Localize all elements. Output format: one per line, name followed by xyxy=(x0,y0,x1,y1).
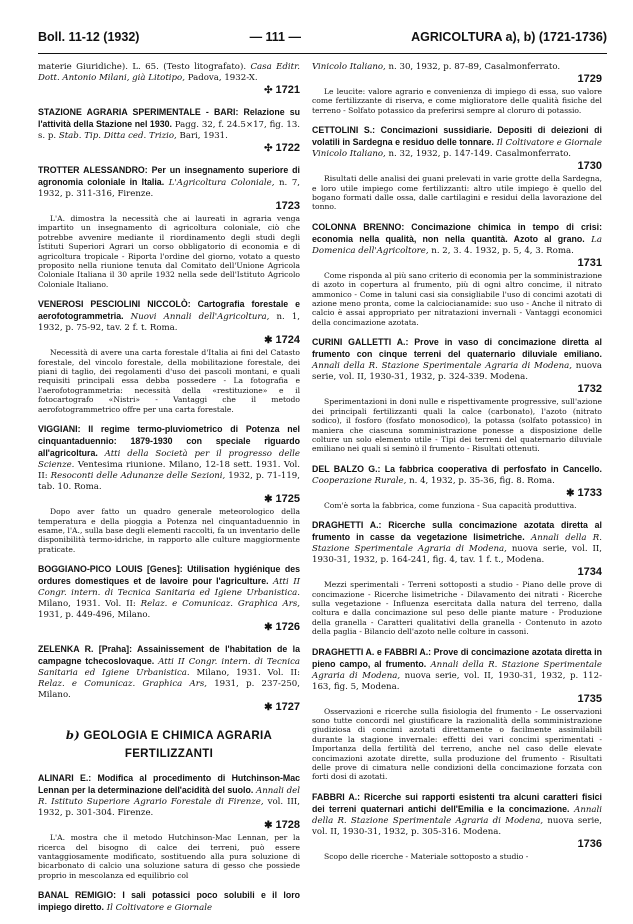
entry-number: 1723 xyxy=(275,200,300,212)
entry-number: 1731 xyxy=(577,256,602,269)
entry-abstract: Risultati delle analisi dei guani prelevati in varie grotte della Sardegna, e loro utile impiego come fertilizzanti: altro utile impiego è quello del bogano formati dalle ossa, dalle cartilagini e residui della lavorazione del tonno. xyxy=(312,174,602,212)
header-rule xyxy=(38,53,607,54)
entry-abstract: Osservazioni e ricerche sulla fisiologia del frumento - Le osservazioni sono tutte concordi nel giustificare la razionalità della somministrazione giudiziosa di concimi azotati direttamente o facilmente assimilabili durante la stagione invernale: effetti dei vari concimi sperimentati - Importanza della fertilità del terreno, anche nel caso delle elevate concimazioni azotate dirette, sulla produzione del frumento - Risultati delle prove di cimatura nelle condizioni della concimazione forzata con forti dosi di azotati. xyxy=(312,706,602,782)
entry-number: 1736 xyxy=(577,837,602,850)
entry-abstract: L'A. mostra che il metodo Hutchinson-Mac Lennan, per la ricerca del bisogno di calce dei terreni, può essere vantaggiosamente modificato, sostituendo alla pura soluzione di bicarbonato di calcio una soluzione satura di gesso che possiede proprio in mescolanza ed equilibrio col xyxy=(38,833,300,880)
entry-1735: DRAGHETTI A. e FABBRI A.: Prove di concimazione azotata diretta in pieno campo, al frumento. Annali della R. Stazione Sperimentale Agraria di Modena, nuova serie, vol. II, 1930-31, 1932, p. 112-163, fig. 5, Modena. 1735 Osservazioni e ricerche sulla fisiologia del frumento - Le osservazioni sono tutte concordi nel giustificare la razionalità della somministrazione giudiziosa di concimi azotati direttamente o facilmente assimilabili durante la stagione invernale: effetti dei vari concimi sperimentati - Importanza della fertilità del terreno, anche nel caso delle elevate concimazioni azotate dirette, sulla produzione del frumento - Risultati delle prove di cimatura nelle condizioni della concimazione forzata con forti dosi di azotati. xyxy=(312,646,602,782)
entry-number: ✣ 1722 xyxy=(264,142,300,154)
entry-1736: FABBRI A.: Ricerche sui rapporti esistenti tra alcuni caratteri fisici dei terreni quaternari antichi dell'Emilia e la concimazione. Annali della R. Stazione Sperimentale Agraria di Modena, nuova serie, vol. II, 1930-31, 1932, p. 305-316. Modena. 1736 Scopo delle ricerche - Materiale sottoposto a studio - xyxy=(312,791,603,861)
entry-number: 1732 xyxy=(577,383,602,396)
entry-1726: BOGGIANO-PICO LOUIS [Genes]: Utilisation hygiénique des ordures domestiques et de lavoire pour l'agriculture. Atti II Congr. intern. di Tecnica Sanitaria ed Igiene Urbanistica. Milano, 1931. Vol. II: Relaz. e Comunicaz. Graphica Ars, 1931, p. 449-496, Milano. ✱ 1726 xyxy=(38,564,301,634)
entry-1733: DEL BALZO G.: La fabbrica cooperativa di perfosfato in Cancello. Cooperazione Rurale, n. 4, 1932, p. 35-36, fig. 8. Roma. ✱ 1733 Com'è sorta la fabbrica, come funziona - Sua capacità produttiva. xyxy=(312,463,602,510)
entry-1728: ALINARI E.: Modifica al procedimento di Hutchinson-Mac Lennan per la determinazione dell'acidità del suolo. Annali del R. Istituto Superiore Agrario Forestale di Firenze, vol. III, 1932, p. 301-304. Firenze. ✱ 1728 L'A. mostra che il metodo Hutchinson-Mac Lennan, per la ricerca del bisogno di calce dei terreni, può essere vantaggiosamente modificato, sostituendo alla pura soluzione di bicarbonato di calcio una soluzione satura di gesso che possiede proprio in mescolanza ed equilibrio col xyxy=(38,773,301,880)
entry-1722: STAZIONE AGRARIA SPERIMENTALE - BARI: Relazione su l'attività della Stazione nel 1930. Pagg. 32, f. 24.5×17, fig. 13. s. p. Stab. Tip. Ditta ced. Trizio, Bari, 1931. ✣ 1722 xyxy=(38,107,301,154)
entry-number: 1734 xyxy=(577,566,602,579)
entry-number: ✱ 1733 xyxy=(566,486,602,499)
entry-1724: VENEROSI PESCIOLINI NICCOLÒ: Cartografia forestale e aerofotogrammetria. Nuovi Annali dell'Agricoltura, n. 1, 1932, p. 75-92, tav. 2 f. t. Roma. ✱ 1724 Necessità di avere una carta forestale d'Italia ai fini del Catasto forestale, del vincolo forestale, della mobilitazione forestale, dei piani di taglio, dei regolamenti d'uso dei pascoli montani, e quali requisiti principali essa debba possedere - La fotografia e l'aerofotogrammetria: necessità della «restituzione» e il fotocartografo «Nistri» - Vantaggi che il metodo aerofotogrammetrico offre per una carta forestale. xyxy=(38,299,301,414)
entry-1727: ZELENKA R. [Praha]: Assainissement de l'habitation de la campagne tchecoslovaque. Atti II Congr. intern. di Tecnica Sanitaria ed Igiene Urbanistica. Milano, 1931. Vol. II: Relaz. e Comunicaz. Graphica Ars, 1931, p. 237-250, Milano. ✱ 1727 xyxy=(38,644,301,714)
header-page-number: — 111 — xyxy=(249,30,301,44)
entry-1730: CETTOLINI S.: Concimazioni sussidiarie. Depositi di deiezioni di volatili in Sardegna e residuo delle tonnare. Il Coltivatore e Giornale Vinicolo Italiano, n. 32, 1932, p. 147-149. Casalmonferrato. 1730 Risultati delle analisi dei guani prelevati in varie grotte della Sardegna, e loro utile impiego come fertilizzanti: altro utile impiego è quello del bogano formati dalle ossa, dalle cartilagini e residui della lavorazione del tonno. xyxy=(312,125,602,212)
entry-number: ✱ 1728 xyxy=(264,819,300,832)
entry-abstract: Come risponda al più sano criterio di economia per la somministrazione di azoto in copertura al frumento, più di ogni altro concime, il nitrato ammonico - Come in taluni casi sia consigliabile l'uso di concimi azotati di azione meno pronta, come la calciocianamide: suo uso - Anche il nitrato di calcio è assai appropriato per nitratazioni invernali - Vantaggi economici della concimazione azotata. xyxy=(312,270,602,327)
entry-number: 1730 xyxy=(577,160,602,173)
entry-1725: VIGGIANI: Il regime termo-pluviometrico di Potenza nel cinquantaduennio: 1879-1930 con speciale riguardo all'agricoltura. Atti della Società per il progresso delle Scienze. Ventesima riunione. Milano, 12-18 sett. 1931. Vol. II: Resoconti delle Adunanze delle Sezioni, 1932, p. 71-119, tab. 10. Roma. ✱ 1725 Dopo aver fatto un quadro generale meteorologico della temperatura e della pioggia a Potenza nel cinquantaduennio in esame, l'A., sulla base degli elementi raccolti, fa un inventario delle disponibilità termo-idriche, in rapporto alle culture maggiormente praticate. xyxy=(38,424,301,554)
entry-number: ✱ 1724 xyxy=(264,334,300,347)
entry-number: 1735 xyxy=(577,692,602,705)
entry-number: ✣ 1721 xyxy=(264,84,300,96)
entry-banal: BANAL REMIGIO: I sali potassici poco solubili e il loro impiego diretto. Il Coltivatore e Giornale xyxy=(38,890,300,914)
right-column xyxy=(312,62,602,871)
entry-abstract: L'A. dimostra la necessità che ai laureati in agraria venga impartito un insegnamento di agricoltura coloniale, ciò che potrebbe avvenire mediante il riordinamento degli studi degli Istituti Superiori Agrari un corso obbligatorio di economia e di agricoltura tropicale - Riporta l'ordine del giorno, votato a questo proposito nella riunione tenuta dal Comitato dell'Unione Agricola Coloniale Italiana il 30 aprile 1932 nella sede dell'Istituto Agricolo Coloniale Italiano. xyxy=(38,214,300,289)
section-title: b) GEOLOGIA E CHIMICA AGRARIA FERTILIZZANTI xyxy=(65,728,273,761)
entry-abstract: Sperimentazioni in doni nulle e rispettivamente progressive, sull'azione dei principali fertilizzanti quali la calce (carbonato), l'azoto (nitrato sodico), il fosforo (fosfato monosodico), la potassa (solfato potassico) in maniera che ciascuna somministrazione ponesse a disposizione delle colture un solo elemento utile - Tipi dei terreni del quaternario diluviale emiliano nei quali si seminò il frumento - Risultati ottenuti. xyxy=(312,397,602,454)
entry-abstract: Scopo delle ricerche - Materiale sottoposto a studio - xyxy=(324,851,529,861)
entry-1732: CURINI GALLETTI A.: Prove in vaso di concimazione diretta al frumento con cinque terreni del quaternario diluviale emiliano. Annali della R. Stazione Sperimentale Agraria di Modena, nuova serie, vol. II, 1930-31, 1932, p. 324-339. Modena. 1732 Sperimentazioni in doni nulle e rispettivamente progressive, sull'azione dei principali fertilizzanti quali la calce (carbonato), l'azoto (nitrato sodico), il fosforo (fosfato monosodico), la potassa (solfato potassico) in maniera che ciascuna somministrazione ponesse a disposizione delle colture un solo elemento utile - Tipi dei terreni del quaternario diluviale emiliano nei quali si seminò il frumento - Risultati ottenuti. xyxy=(312,337,603,454)
entry-1729: Vinicolo Italiano, n. 30, 1932, p. 87-89, Casalmonferrato. 1729 Le leucite: valore agrario e convenienza di impiego di essa, suo valore come fertilizzante di riserva, e come miglioratore delle qualità fisiche del terreno - Solfato potassico da preferirsi sempre al cloruro di potassio. xyxy=(312,62,602,115)
page-header xyxy=(38,30,607,50)
entry-abstract: Com'è sorta la fabbrica, come funziona - Sua capacità produttiva. xyxy=(324,500,577,510)
left-column xyxy=(38,62,300,924)
entry-1721: materie Giuridiche). L. 65. (Testo litografato). Casa Editr. Dott. Antonio Milani, già Litotipo, Padova, 1932-X. ✣ 1721 xyxy=(38,62,300,96)
header-journal: Boll. 11-12 (1932) xyxy=(38,30,140,44)
entry-abstract: Le leucite: valore agrario e convenienza di impiego di essa, suo valore come fertilizzante di riserva, e come miglioratore delle qualità fisiche del terreno - Solfato potassico da preferirsi sempre al cloruro di potassio. xyxy=(312,87,602,115)
entry-number: ✱ 1727 xyxy=(264,701,300,714)
entry-abstract: Mezzi sperimentali - Terreni sottoposti a studio - Piano delle prove di concimazione - Ricerche lisimetriche - Dilavamento dei nitrati - Ricerche sulla vegetazione - Influenza esercitata dalla natura del terreno, dalla coltura e dalla concimazione sul peso delle piante mature - Produzione della granella - Caratteri qualitativi della granella - Contenuto in azoto della paglia - Bilancio dell'azoto nelle colture in cassoni. xyxy=(312,580,602,637)
entry-1731: COLONNA BRENNO: Concimazione chimica in tempo di crisi: economia nella qualità, non nella quantità. Azoto al grano. La Domenica dell'Agricoltore, n. 2, 3. 4. 1932, p. 5, 4, 3. Roma. 1731 Come risponda al più sano criterio di economia per la somministrazione di azoto in copertura al frumento, più di ogni altro concime, il nitrato ammonico - Come in taluni casi sia consigliabile l'uso di concimi azotati di azione meno pronta, come la calciocianamide: suo uso - Anche il nitrato di calcio è assai appropriato per nitratazioni invernali - Vantaggi economici della concimazione azotata. xyxy=(312,221,603,327)
entry-abstract: Dopo aver fatto un quadro generale meteorologico della temperatura e della pioggia a Potenza nel cinquantaduennio in esame, l'A., sulla base degli elementi raccolti, fa un inventario delle disponibilità termo-idriche, in rapporto alle culture maggiormente praticate. xyxy=(38,507,300,554)
entry-1734: DRAGHETTI A.: Ricerche sulla concimazione azotata diretta al frumento in casse da vegetazione lisimetriche. Annali della R. Stazione Sperimentale Agraria di Modena, nuova serie, vol. II, 1930-31, 1932, p. 164-241, fig. 4, tav. 1 f. t., Modena. 1734 Mezzi sperimentali - Terreni sottoposti a studio - Piano delle prove di concimazione - Ricerche lisimetriche - Dilavamento dei nitrati - Ricerche sulla vegetazione - Influenza esercitata dalla natura del terreno, dalla coltura e dalla concimazione sul peso delle piante mature - Produzione della granella - Caratteri qualitativi della granella - Contenuto in azoto della paglia - Bilancio dell'azoto nelle colture in cassoni. xyxy=(312,520,603,637)
entry-number: 1729 xyxy=(577,73,602,85)
entry-number: ✱ 1726 xyxy=(264,621,300,634)
entry-abstract: Necessità di avere una carta forestale d'Italia ai fini del Catasto forestale, del vincolo forestale, della mobilitazione forestale, dei piani di taglio, dei regolamenti d'uso dei pascoli montani, e quali requisiti principali essa debba possedere - La fotografia e l'aerofotogrammetria: necessità della «restituzione» e il fotocartografo «Nistri» - Vantaggi che il metodo aerofotogrammetrico offre per una carta forestale. xyxy=(38,348,300,414)
header-section: AGRICOLTURA a), b) (1721-1736) xyxy=(411,30,607,44)
entry-number: ✱ 1725 xyxy=(264,493,300,506)
entry-1723: TROTTER ALESSANDRO: Per un insegnamento superiore di agronomia coloniale in Italia. L'Agricoltura Coloniale, n. 7, 1932, p. 311-316, Firenze. 1723 L'A. dimostra la necessità che ai laureati in agraria venga impartito un insegnamento di agricoltura coloniale, ciò che potrebbe avvenire mediante il riordinamento degli studi degli Istituti Superiori Agrari un corso obbligatorio di economia e di agricoltura tropicale - Riporta l'ordine del giorno, votato a questo proposito nella riunione tenuta dal Comitato dell'Unione Agricola Coloniale Italiana il 30 aprile 1932 nella sede dell'Istituto Agricolo Coloniale Italiano. xyxy=(38,165,301,289)
